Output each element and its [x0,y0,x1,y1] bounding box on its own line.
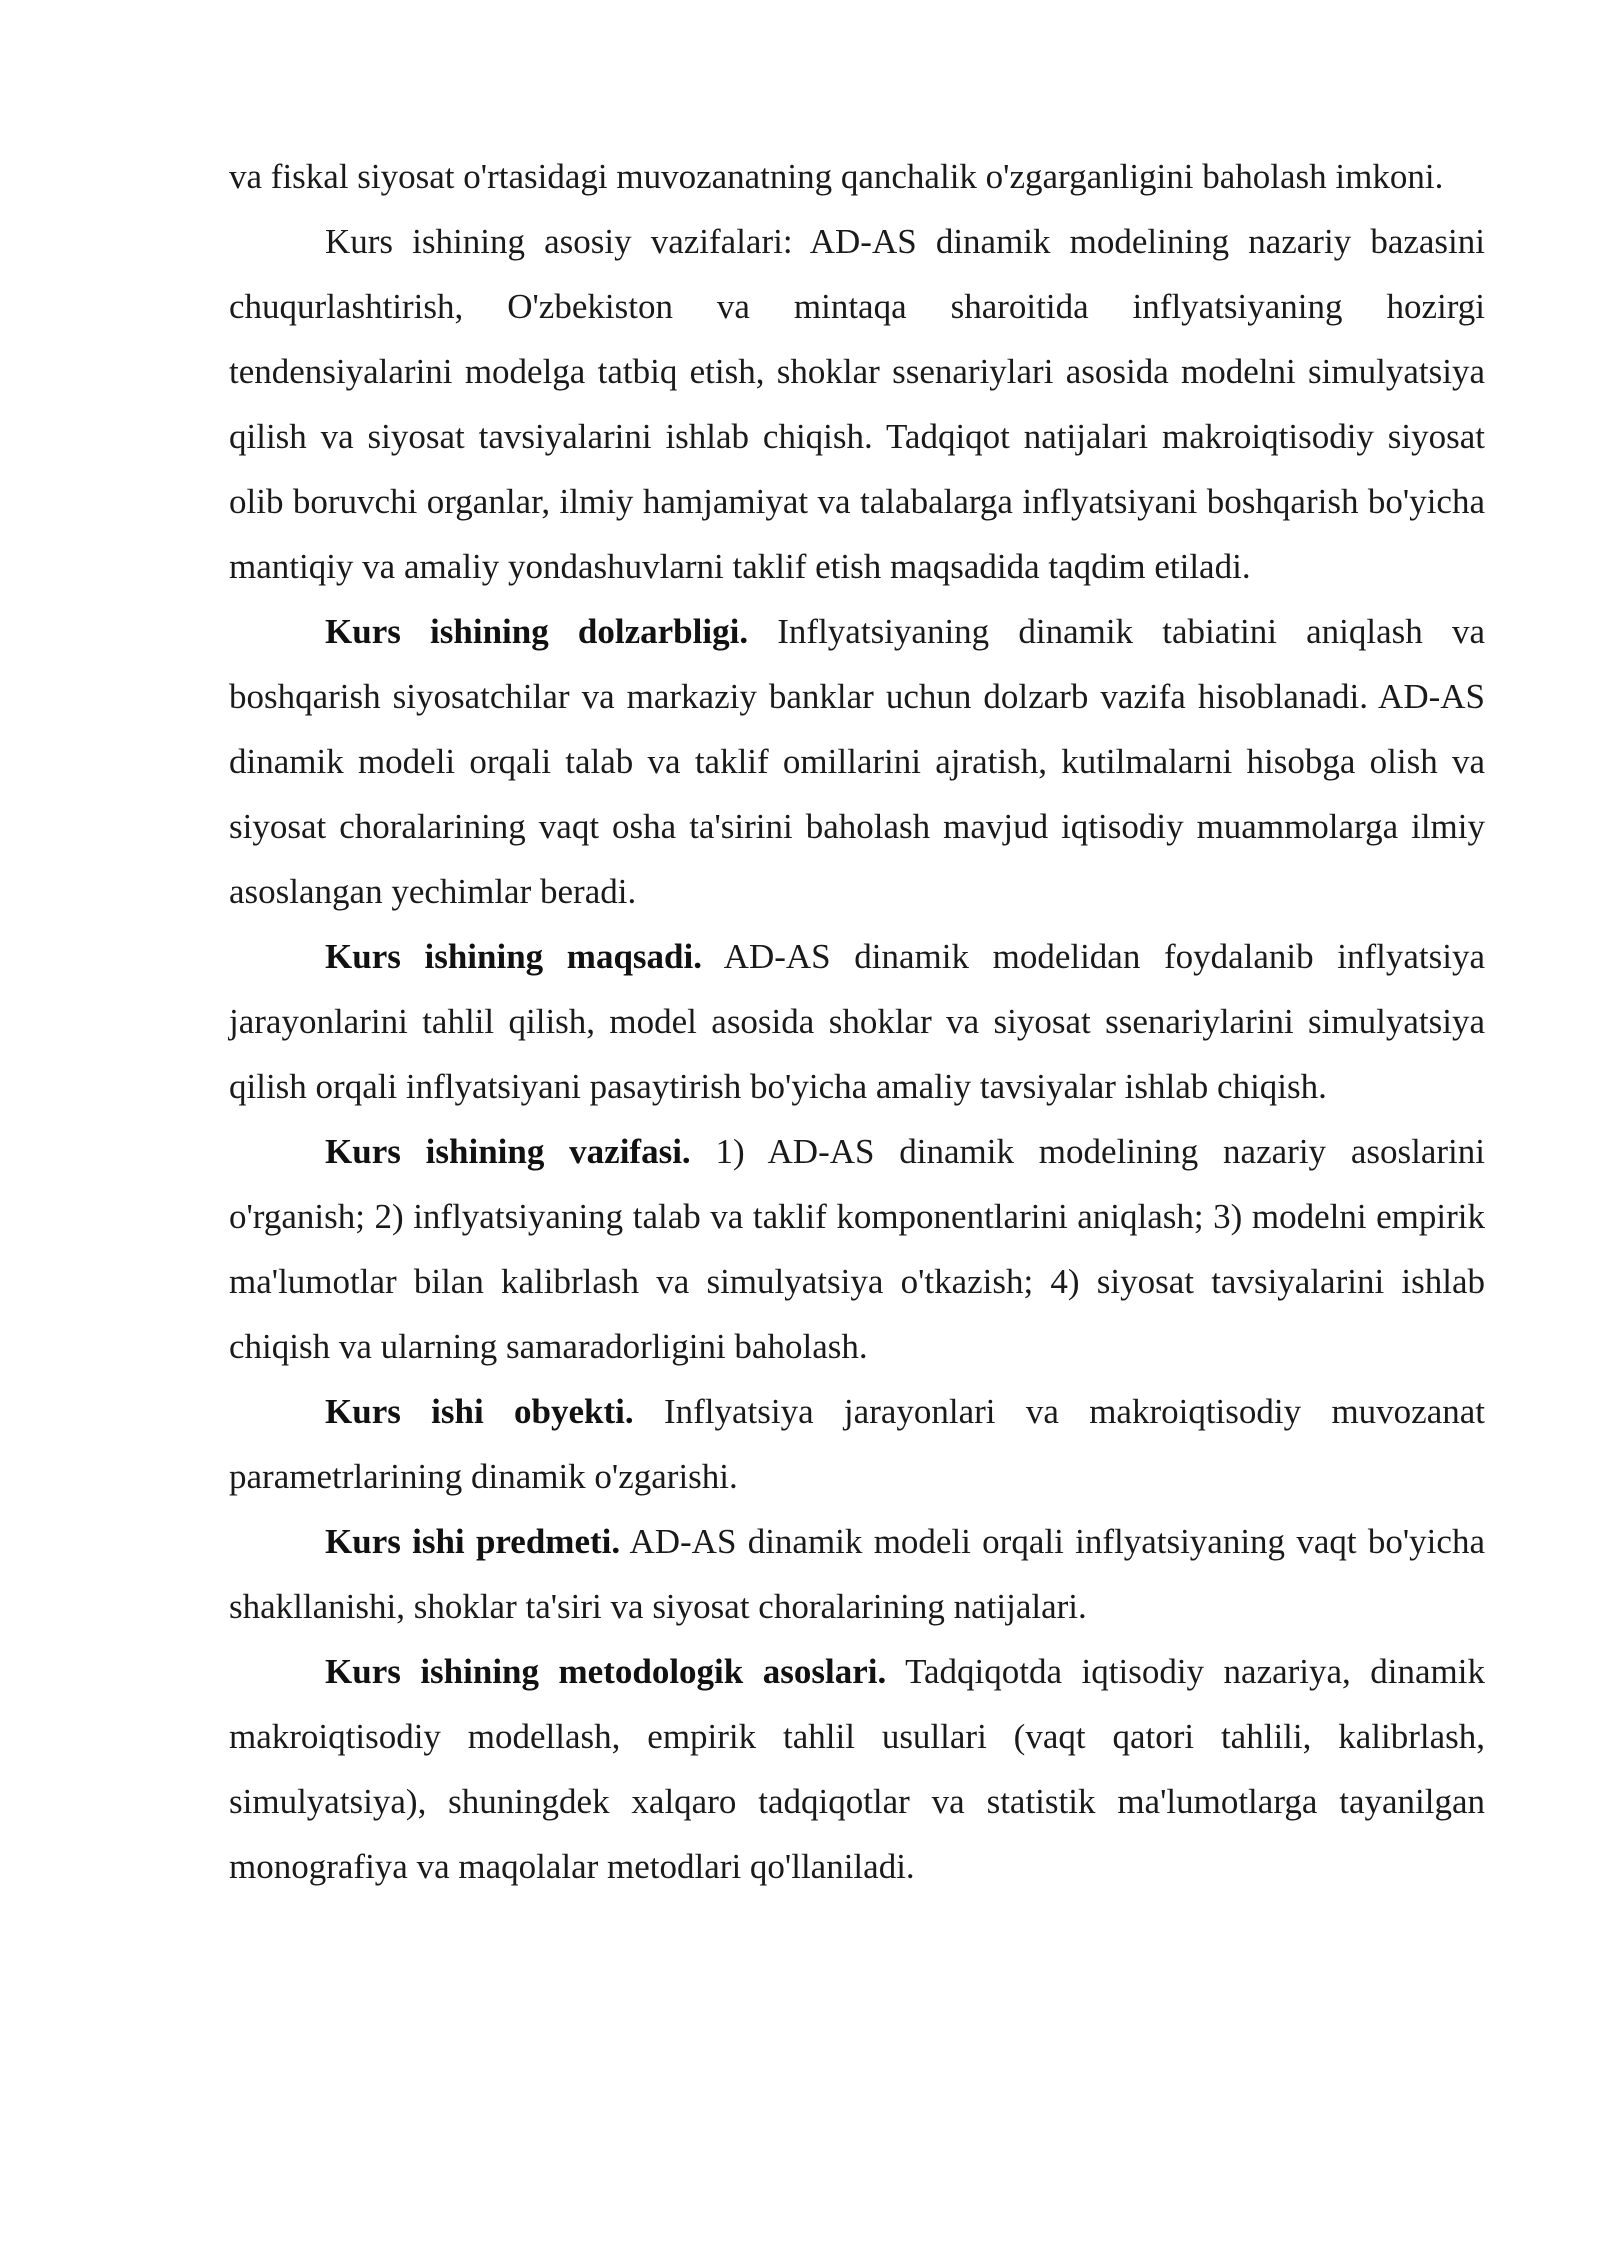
paragraph-task [229,1119,1485,1379]
paragraph-heading: Kurs ishining vazifasi. [325,1132,691,1171]
paragraph-methodology [229,1639,1485,1899]
paragraph-heading: Kurs ishi obyekti. [325,1392,634,1431]
paragraph-main-tasks [229,209,1485,599]
paragraph-subject [229,1509,1485,1639]
paragraph-text: Tadqiqotda iqtisodiy nazariya, dinamik makroiqtisodiy modellash, empirik tahlil usullari (vaqt qatori tahlili, kalibrlash, simulyatsiya), shuningdek xalqaro tadqiqotlar va statistik ma'lumotlarga tayanilgan monografiya va maqolalar metodlari qo'llaniladi. [229,1652,1485,1886]
paragraph-text: AD-AS dinamik modeli orqali inflyatsiyaning vaqt bo'yicha shakllanishi, shoklar ta'siri va siyosat choralarining natijalari. [229,1522,1485,1626]
paragraph-heading: Kurs ishi predmeti. [325,1522,621,1561]
paragraph-heading: Kurs ishining metodologik asoslari. [325,1652,887,1691]
paragraph-text: 1) AD-AS dinamik modelining nazariy asoslarini o'rganish; 2) inflyatsiyaning talab va taklif komponentlarini aniqlash; 3) modelni empirik ma'lumotlar bilan kalibrlash va simulyatsiya o'tkazish; 4) siyosat tavsiyalarini ishlab chiqish va ularning samaradorligini baholash. [229,1132,1485,1366]
paragraph-object [229,1379,1485,1509]
paragraph-text: Kurs ishining asosiy vazifalari: AD-AS dinamik modelining nazariy bazasini chuqurlashtirish, O'zbekiston va mintaqa sharoitida inflyatsiyaning hozirgi tendensiyalarini modelga tatbiq etish, shoklar ssenariylari asosida modelni simulyatsiya qilish va siyosat tavsiyalarini ishlab chiqish. Tadqiqot natijalari makroiqtisodiy siyosat olib boruvchi organlar, ilmiy hamjamiyat va talabalarga inflyatsiyani boshqarish bo'yicha mantiqiy va amaliy yondashuvlarni taklif etish maqsadida taqdim etiladi. [229,222,1485,586]
document-body [229,144,1485,1899]
paragraph-text: Inflyatsiya jarayonlari va makroiqtisodiy muvozanat parametrlarining dinamik o'zgarishi. [229,1392,1485,1496]
paragraph-text: AD-AS dinamik modelidan foydalanib inflyatsiya jarayonlarini tahlil qilish, model asosida shoklar va siyosat ssenariylarini simulyatsiya qilish orqali inflyatsiyani pasaytirish bo'yicha amaliy tavsiyalar ishlab chiqish. [229,937,1486,1106]
paragraph-text: va fiskal siyosat o'rtasidagi muvozanatning qanchalik o'zgarganligini baholash imkoni. [229,157,1444,196]
paragraph-heading: Kurs ishining maqsadi. [325,937,702,976]
paragraph-continuation [229,144,1485,209]
paragraph-heading: Kurs ishining dolzarbligi. [325,612,749,651]
paragraph-goal [229,924,1485,1119]
paragraph-relevance [229,599,1485,924]
paragraph-text: Inflyatsiyaning dinamik tabiatini aniqlash va boshqarish siyosatchilar va markaziy banklar uchun dolzarb vazifa hisoblanadi. AD-AS dinamik modeli orqali talab va taklif omillarini ajratish, kutilmalarni hisobga olish va siyosat choralarining vaqt osha ta'sirini baholash mavjud iqtisodiy muammolarga ilmiy asoslangan yechimlar beradi. [229,612,1486,911]
